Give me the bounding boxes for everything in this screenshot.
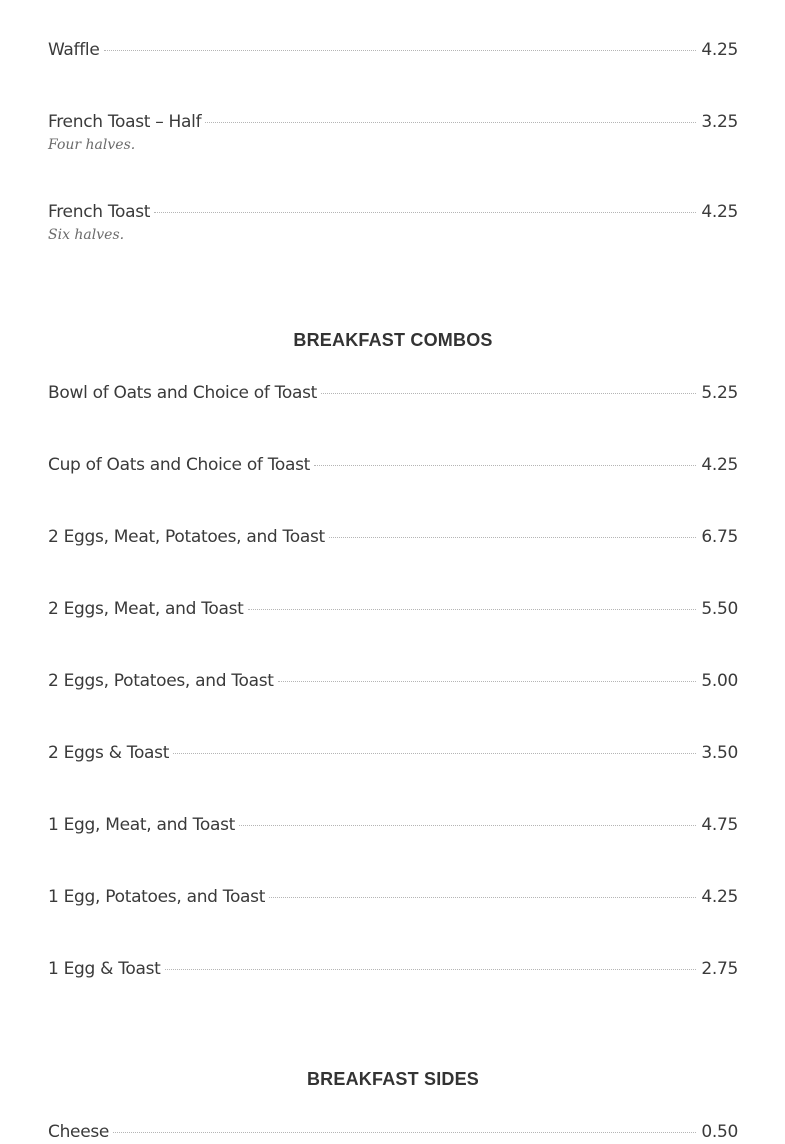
menu-item-price: 4.25: [701, 202, 738, 222]
menu-item: [48, 885, 738, 909]
menu-item-price: 0.50: [701, 1122, 738, 1142]
dot-leader: [205, 122, 696, 123]
menu-item-row: [48, 38, 738, 62]
dot-leader: [278, 681, 697, 682]
dot-leader: [165, 969, 697, 970]
menu-item-row: [48, 741, 738, 765]
menu-item-name: 1 Egg, Meat, and Toast: [48, 815, 235, 835]
dot-leader: [239, 825, 696, 826]
menu-item-description: Four halves.: [48, 137, 136, 153]
menu-item-row: [48, 957, 738, 981]
menu-item-price: 3.50: [701, 743, 738, 763]
menu-item: [48, 957, 738, 981]
menu-item-row: [48, 381, 738, 405]
menu-item: [48, 597, 738, 621]
menu-item-row: [48, 525, 738, 549]
menu-item-waffle: [48, 38, 738, 62]
dot-leader: [321, 393, 696, 394]
menu-item-row: [48, 597, 738, 621]
menu-item-name: 2 Eggs, Meat, and Toast: [48, 599, 244, 619]
menu-item: [48, 741, 738, 765]
menu-item-name: Bowl of Oats and Choice of Toast: [48, 383, 317, 403]
menu-item-name: Cup of Oats and Choice of Toast: [48, 455, 311, 475]
menu-item-french-toast: [48, 200, 738, 244]
menu-item-description: Six halves.: [48, 227, 125, 243]
menu-item-name: Cheese: [48, 1122, 110, 1142]
menu-item-row: [48, 885, 738, 909]
menu-item-price: 3.25: [701, 112, 738, 132]
menu-item-name: French Toast – Half: [48, 112, 202, 132]
menu-item-price: 2.75: [701, 959, 738, 979]
menu-item-row: [48, 813, 738, 837]
menu-item-price: 5.00: [701, 671, 738, 691]
dot-leader: [173, 753, 696, 754]
menu-item-name: 2 Eggs & Toast: [48, 743, 170, 763]
menu-item-french-toast-half: [48, 110, 738, 154]
menu-item-price: 4.25: [701, 40, 738, 60]
menu-item: [48, 813, 738, 837]
menu-item-price: 6.75: [701, 527, 738, 547]
dot-leader: [329, 537, 696, 538]
dot-leader: [314, 465, 696, 466]
menu-item: [48, 669, 738, 693]
menu-item-name: 2 Eggs, Meat, Potatoes, and Toast: [48, 527, 325, 547]
menu-item-cheese: [48, 1120, 738, 1144]
menu-item: [48, 525, 738, 549]
menu-item-row: [48, 453, 738, 477]
dot-leader: [154, 212, 696, 213]
menu-item-row: [48, 1120, 738, 1144]
menu-item-name: 1 Egg, Potatoes, and Toast: [48, 887, 266, 907]
menu-item-price: 5.25: [701, 383, 738, 403]
menu-item-name: French Toast: [48, 202, 151, 222]
dot-leader: [104, 50, 697, 51]
menu-item-row: [48, 200, 738, 224]
menu-item-row: [48, 110, 738, 134]
menu-item-name: 2 Eggs, Potatoes, and Toast: [48, 671, 274, 691]
menu-item-price: 4.25: [701, 455, 738, 475]
dot-leader: [248, 609, 697, 610]
menu-item-price: 4.75: [701, 815, 738, 835]
menu-item-price: 5.50: [701, 599, 738, 619]
menu-item-name: 1 Egg & Toast: [48, 959, 161, 979]
menu-item-name: Waffle: [48, 40, 100, 60]
menu-item: [48, 381, 738, 405]
dot-leader: [269, 897, 696, 898]
menu-item-price: 4.25: [701, 887, 738, 907]
section-title-breakfast-combos: BREAKFAST COMBOS: [293, 330, 493, 350]
section-title-breakfast-sides: BREAKFAST SIDES: [306, 1069, 480, 1089]
menu-item: [48, 453, 738, 477]
dot-leader: [113, 1132, 696, 1133]
menu-item-row: [48, 669, 738, 693]
